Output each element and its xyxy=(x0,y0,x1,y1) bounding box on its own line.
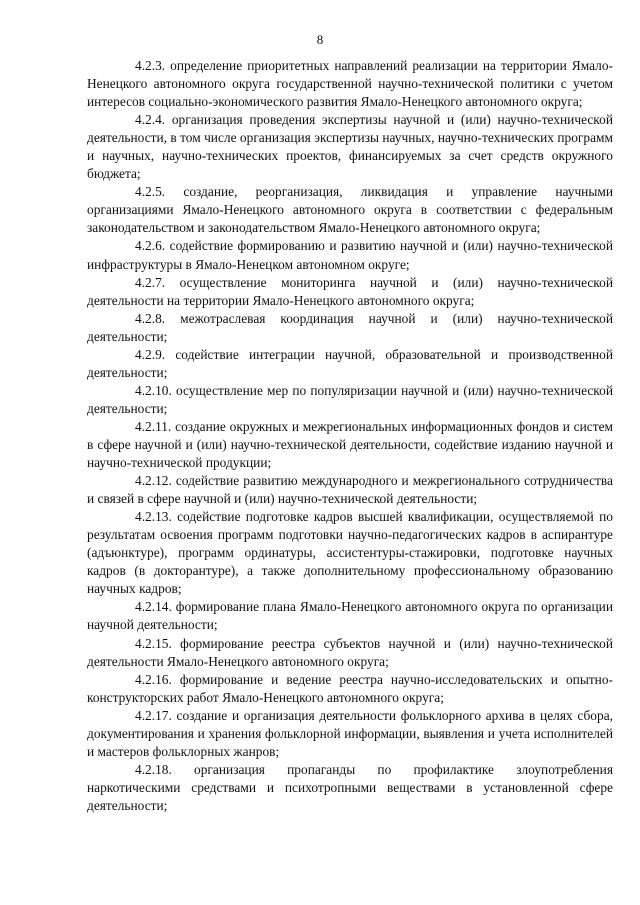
paragraph-4-2-13: 4.2.13. содействие подготовке кадров высшей квалификации, осуществляемой по результатам освоения программ подготовки научно-педагогических кадров в аспирантуре (адъюнктуре), программ ординатуры, ассистентуры-стажировки, подготовке научных кадров (в докторантуре), а также дополнительному профессиональному образованию научных кадров; xyxy=(87,509,613,597)
paragraph-4-2-11: 4.2.11. создание окружных и межрегиональных информационных фондов и систем в сфере научной и (или) научно-технической деятельности, содействие изданию научной и научно-технической продукции; xyxy=(87,418,613,471)
paragraph-4-2-12: 4.2.12. содействие развитию международного и межрегионального сотрудничества и связей в сфере научной и (или) научно-технической деятельности; xyxy=(87,473,613,507)
document-body xyxy=(87,57,613,815)
paragraph-4-2-17: 4.2.17. создание и организация деятельности фольклорного архива в целях сбора, документирования и хранения фольклорной информации, выявления и учета исполнителей и мастеров фольклорных жанров; xyxy=(87,707,613,759)
paragraph-4-2-5: 4.2.5. создание, реорганизация, ликвидация и управление научными организациями Ямало-Ненецкого автономного округа в соответствии с федеральным законодательством и законодательством Ямало-Ненецкого автономного округа; xyxy=(87,184,613,236)
paragraph-4-2-10: 4.2.10. осуществление мер по популяризации научной и (или) научно-технической деятельности; xyxy=(87,382,613,416)
paragraph-4-2-6: 4.2.6. содействие формированию и развитию научной и (или) научно-технической инфраструктуры в Ямало-Ненецком автономном округе; xyxy=(87,238,613,272)
paragraph-4-2-14: 4.2.14. формирование плана Ямало-Ненецкого автономного округа по организации научной деятельности; xyxy=(87,599,613,633)
paragraph-4-2-16: 4.2.16. формирование и ведение реестра научно-исследовательских и опытно-конструкторских работ Ямало-Ненецкого автономного округа; xyxy=(87,671,613,705)
paragraph-4-2-3: 4.2.3. определение приоритетных направлений реализации на территории Ямало-Ненецкого автономного округа государственной научно-технической политики с учетом интересов социально-экономического развития Ямало-Ненецкого автономного округа; xyxy=(87,58,613,110)
paragraph-4-2-9: 4.2.9. содействие интеграции научной, образовательной и производственной деятельности; xyxy=(87,346,613,380)
paragraph-4-2-4: 4.2.4. организация проведения экспертизы научной и (или) научно-технической деятельности, в том числе организация экспертизы научных, научно-технических программ и научных, научно-технических проектов, финансируемых за счет средств окружного бюджета; xyxy=(87,112,613,182)
paragraph-4-2-7: 4.2.7. осуществление мониторинга научной и (или) научно-технической деятельности на территории Ямало-Ненецкого автономного округа; xyxy=(87,274,613,308)
paragraph-4-2-18: 4.2.18. организация пропаганды по профилактике злоупотребления наркотическими средствами и психотропными веществами в установленной сфере деятельности; xyxy=(87,761,613,813)
paragraph-4-2-15: 4.2.15. формирование реестра субъектов научной и (или) научно-технической деятельности Ямало-Ненецкого автономного округа; xyxy=(87,635,613,669)
paragraph-4-2-8: 4.2.8. межотраслевая координация научной и (или) научно-технической деятельности; xyxy=(87,310,613,344)
page-number: 8 xyxy=(316,32,324,47)
